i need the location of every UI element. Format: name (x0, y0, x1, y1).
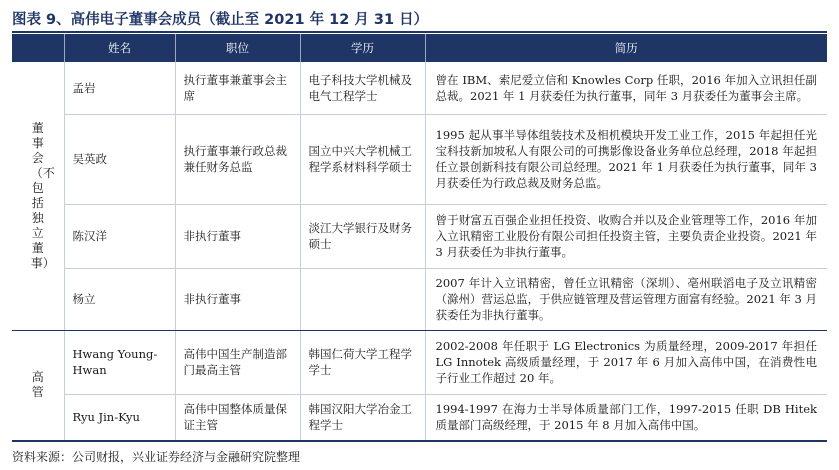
table-row (12, 204, 827, 268)
member-name: 陈汉洋 (64, 204, 175, 268)
member-position: 执行董事兼董事会主席 (175, 62, 300, 114)
group-label-board: 董事会（不包括独立董事） (12, 62, 64, 330)
member-position: 高伟中国生产制造部门最高主管 (175, 330, 300, 394)
board-members-table (12, 34, 827, 441)
header-row (12, 34, 827, 62)
table-row (12, 330, 827, 394)
member-bio: 1994-1997 在海力士半导体质量部门工作，1997-2015 任职 DB Hitek 质量部门高级经理，于 2015 年 8 月加入高伟中国。 (425, 394, 827, 440)
member-education: 韩国仁荷大学工程学学士 (300, 330, 425, 394)
member-education: 淡江大学银行及财务硕士 (300, 204, 425, 268)
member-education: 韩国汉阳大学冶金工程学士 (300, 394, 425, 440)
group-label-executives: 高管 (12, 330, 64, 440)
member-bio: 2007 年计入立讯精密，曾任立讯精密（深圳）、亳州联滔电子及立讯精密（滁州）营运总监，于供应链管理及营运管理方面富有经验。2021 年 3 月获委任为非执行董事。 (425, 268, 827, 330)
member-position: 非执行董事 (175, 268, 300, 330)
table-row (12, 114, 827, 204)
member-name: 孟岩 (64, 62, 175, 114)
member-education: 国立中兴大学机械工程学系材料科学硕士 (300, 114, 425, 204)
member-position: 非执行董事 (175, 204, 300, 268)
member-name: Hwang Young-Hwan (64, 330, 175, 394)
member-bio: 曾在 IBM、索尼爱立信和 Knowles Corp 任职，2016 年加入立讯担任副总裁。2021 年 1 月获委任为执行董事，同年 3 月获委任为董事会主席。 (425, 62, 827, 114)
bottom-rule (12, 440, 827, 442)
member-bio: 1995 起从事半导体组装技术及相机模块开发工业工作，2015 年起担任光宝科技新加坡私人有限公司的可携影像设备业务单位总经理，2018 年起担任立景创新科技有限公司总经理。2021 年 1 月获委任为执行董事，同年 3 月获委任为行政总裁及财务总监。 (425, 114, 827, 204)
member-bio: 2002-2008 年任职于 LG Electronics 为质量经理，2009-2017 年担任 LG Innotek 高级质量经理，于 2017 年 6 月加入高伟中国，在消费性电子行业工作超过 20 年。 (425, 330, 827, 394)
member-name: 杨立 (64, 268, 175, 330)
header-resume: 简历 (425, 34, 827, 62)
header-position: 职位 (175, 34, 300, 62)
source-note: 资料来源：公司财报，兴业证券经济与金融研究院整理 (12, 450, 301, 464)
table-row (12, 62, 827, 114)
group-header (12, 34, 64, 62)
header-name: 姓名 (64, 34, 175, 62)
member-name: Ryu Jin-Kyu (64, 394, 175, 440)
table-row (12, 268, 827, 330)
member-position: 执行董事兼行政总裁 兼任财务总监 (175, 114, 300, 204)
member-education (300, 268, 425, 330)
top-rule (12, 31, 827, 33)
member-education: 电子科技大学机械及电气工程学士 (300, 62, 425, 114)
member-bio: 曾于财富五百强企业担任投资、收购合并以及企业管理等工作，2016 年加入立讯精密工业股份有限公司担任投资主管，主要负责企业投资。2021 年 3 月获委任为非执行董事。 (425, 204, 827, 268)
table-title: 图表 9、高伟电子董事会成员（截止至 2021 年 12 月 31 日） (12, 12, 429, 28)
table-row (12, 394, 827, 440)
member-position: 高伟中国整体质量保证主管 (175, 394, 300, 440)
member-name: 吴英政 (64, 114, 175, 204)
header-education: 学历 (300, 34, 425, 62)
